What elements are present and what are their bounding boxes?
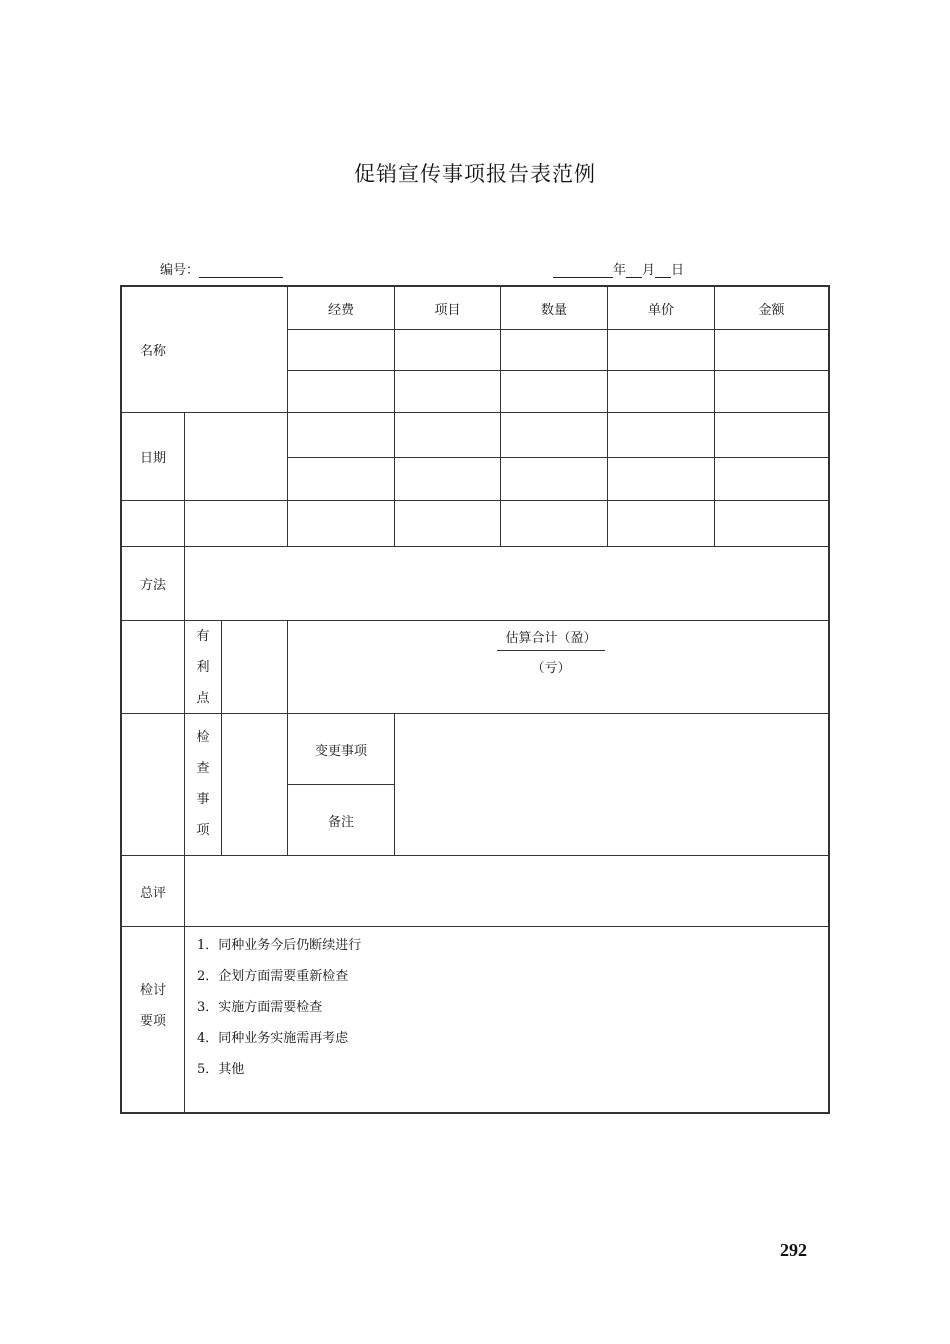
- header-item: 项目: [434, 302, 461, 318]
- label-discuss-line1: 检讨: [139, 983, 166, 998]
- list-item: 4．同种业务实施需再考虑: [197, 1031, 349, 1046]
- list-item: 2．企划方面需要重新检查: [197, 969, 349, 984]
- row-line: [120, 855, 830, 856]
- row-line: [120, 713, 830, 714]
- grid-line: [287, 457, 830, 458]
- number-label: 编号：: [160, 263, 200, 278]
- label-remarks: 备注: [327, 814, 354, 830]
- year-label: 年: [613, 263, 627, 278]
- header-unit-price: 单价: [647, 302, 674, 318]
- header-cost: 经费: [327, 302, 354, 318]
- label-name: 名称: [139, 344, 166, 359]
- estimate-total: [497, 627, 605, 676]
- day-label: 日: [671, 263, 685, 278]
- page-title: 促销宣传事项报告表范例: [354, 162, 596, 186]
- label-discuss: [122, 975, 184, 1037]
- row-line: [120, 620, 830, 621]
- label-review: 总评: [139, 885, 166, 901]
- check-char: 项: [196, 823, 210, 838]
- grid-line: [287, 370, 830, 371]
- estimate-loss: （亏）: [531, 661, 571, 676]
- discuss-list: [197, 930, 361, 1085]
- label-discuss-line2: 要项: [139, 1014, 166, 1029]
- header-quantity: 数量: [540, 302, 567, 318]
- row-line: [120, 412, 830, 413]
- list-item: 1．同种业务今后仍断续进行: [197, 938, 362, 953]
- check-char: 事: [196, 792, 210, 807]
- advantage-char: 点: [196, 690, 210, 706]
- label-advantage: [185, 621, 221, 713]
- row-line: [120, 546, 830, 547]
- label-check-items: [185, 720, 221, 848]
- row-line: [120, 500, 830, 501]
- check-char: 查: [196, 761, 210, 776]
- row-line: [120, 926, 830, 927]
- label-method: 方法: [139, 578, 166, 593]
- grid-line: [287, 329, 830, 330]
- border-bottom: [120, 1112, 830, 1114]
- list-item: 5．其他: [197, 1062, 245, 1077]
- month-label: 月: [642, 263, 656, 278]
- col-line: [221, 620, 222, 856]
- header-amount: 金额: [758, 302, 785, 318]
- label-date: 日期: [139, 451, 166, 466]
- advantage-char: 有: [196, 628, 210, 644]
- border-right: [828, 285, 830, 1114]
- check-char: 检: [196, 730, 210, 745]
- label-change-items: 变更事项: [314, 743, 367, 759]
- page-number: 292: [780, 1240, 807, 1260]
- list-item: 3．实施方面需要检查: [197, 1000, 323, 1015]
- estimate-profit: 估算合计（盈）: [497, 627, 605, 651]
- advantage-char: 利: [196, 659, 210, 675]
